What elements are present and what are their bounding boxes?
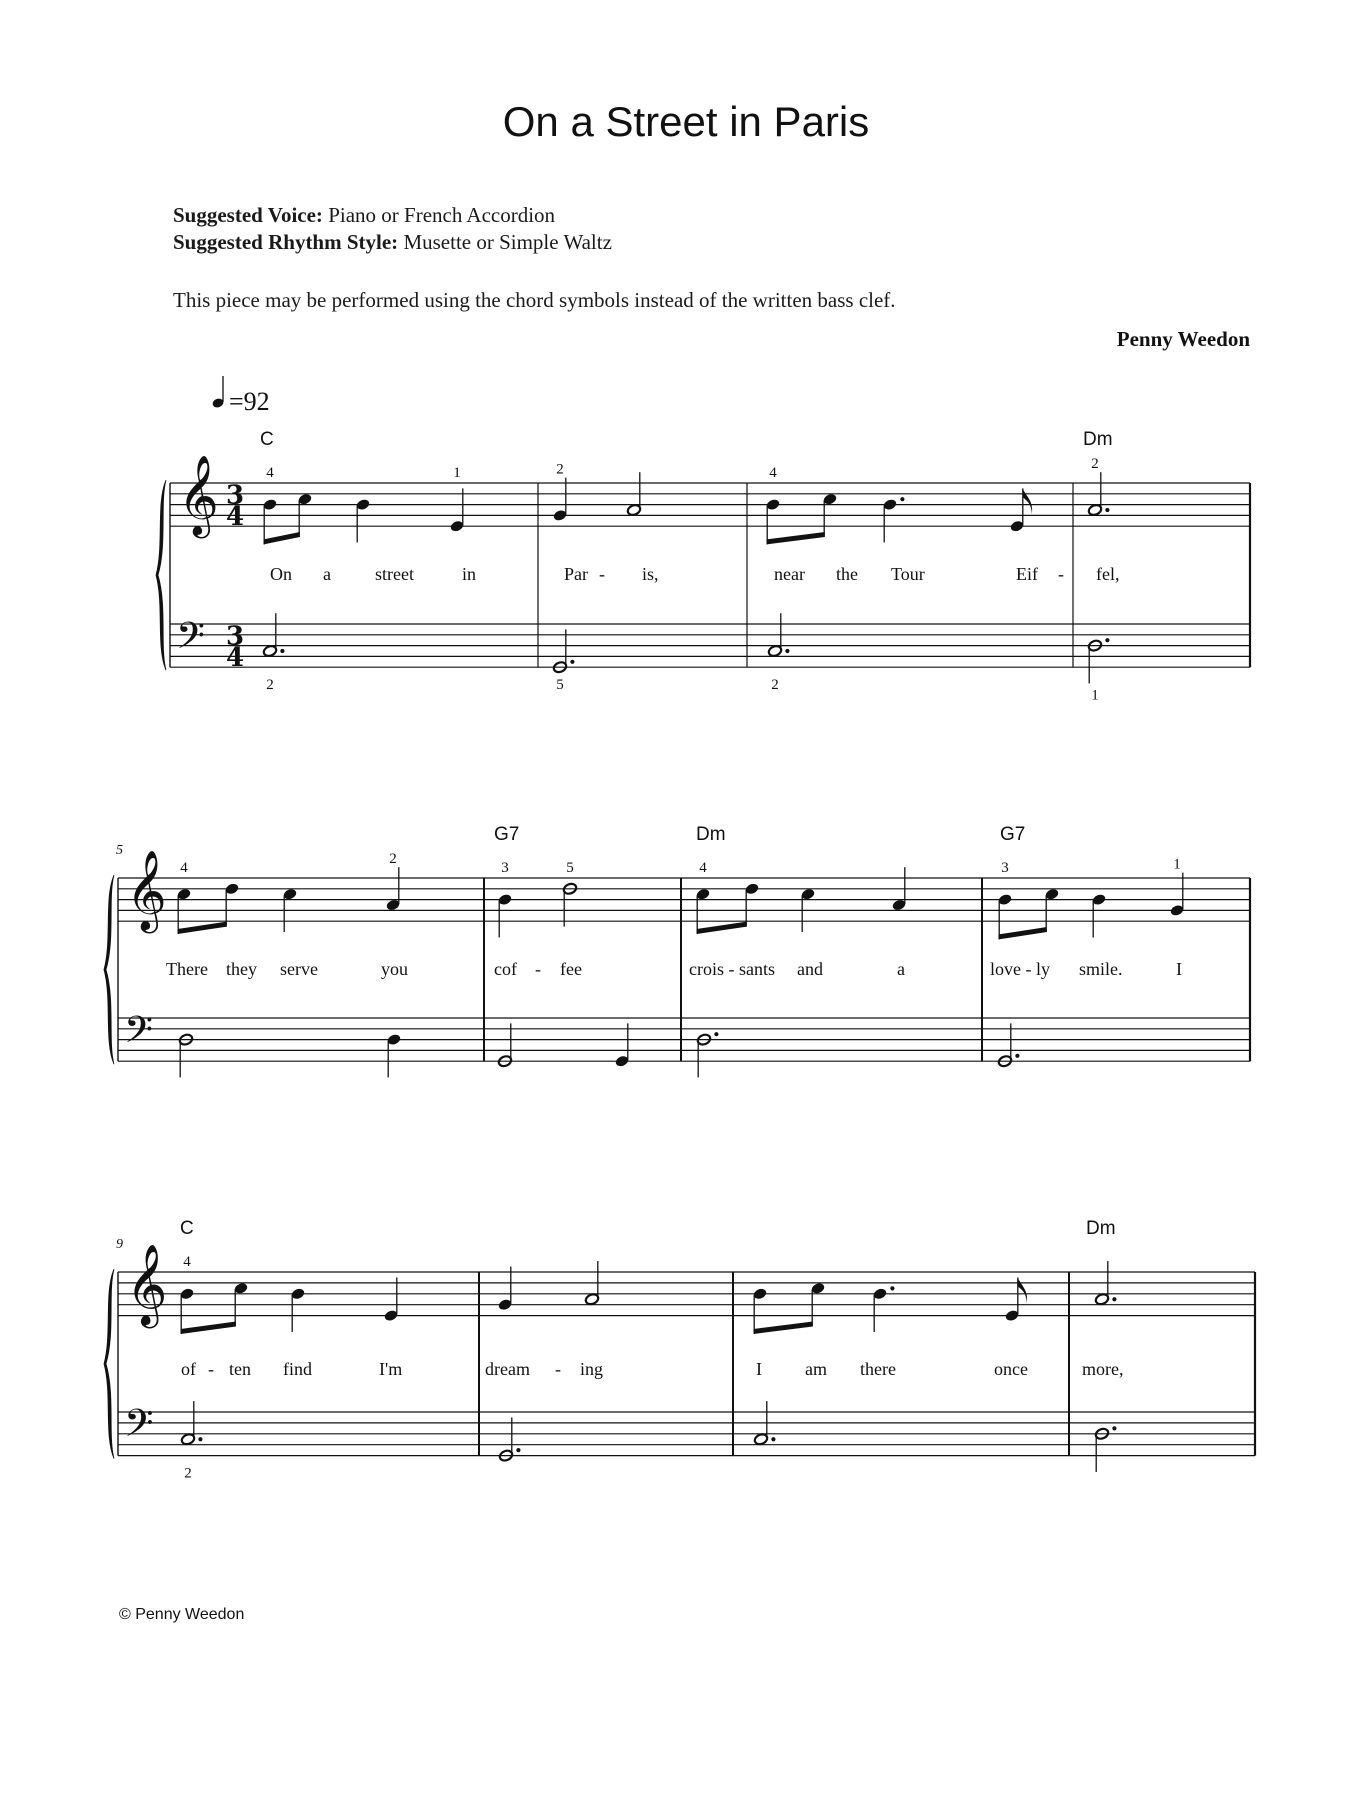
note <box>552 629 574 693</box>
note <box>765 465 780 511</box>
fingering: 2 <box>556 461 564 478</box>
augmentation-dot <box>1112 1297 1116 1301</box>
bass-clef-icon: 𝄢 <box>176 613 205 667</box>
treble-staff <box>118 1272 1255 1316</box>
lyric-syllable: - <box>1058 564 1064 584</box>
note <box>386 1033 401 1077</box>
note <box>1094 1426 1116 1472</box>
bass-clef-icon: 𝄢 <box>124 1400 154 1455</box>
lyric-syllable: Eif <box>1016 564 1038 584</box>
lyric-syllable: serve <box>280 959 318 979</box>
lyric-syllable: love - ly <box>990 959 1050 979</box>
treble-staff <box>118 878 1250 921</box>
svg-text:4: 4 <box>226 643 245 674</box>
note <box>262 465 277 511</box>
lyric-syllable: - <box>599 564 605 584</box>
note <box>882 497 904 542</box>
tempo-marking <box>211 376 269 416</box>
suggested-voice-value: Piano or French Accordion <box>328 203 556 227</box>
lyric-syllable: more, <box>1082 1359 1124 1379</box>
lyric-syllable: of <box>181 1359 196 1379</box>
lyric-syllable: in <box>462 564 477 584</box>
note <box>872 1286 894 1332</box>
staff-system <box>104 824 1250 1077</box>
fingering: 2 <box>184 1465 192 1482</box>
chord-symbol: C <box>260 429 274 450</box>
lyric-syllable: smile. <box>1079 959 1123 979</box>
augmentation-dot <box>516 1448 520 1452</box>
lyric-syllable: I'm <box>379 1359 403 1379</box>
staff-system <box>104 1218 1255 1482</box>
bass-clef-icon: 𝄢 <box>124 1007 153 1061</box>
bass-staff <box>118 1412 1255 1456</box>
chord-symbol: Dm <box>696 824 726 845</box>
chord-symbol: G7 <box>1000 824 1026 845</box>
fingering: 2 <box>771 677 779 694</box>
lyric-syllable: near <box>774 564 805 584</box>
note <box>176 860 191 901</box>
brace-icon <box>104 875 114 1064</box>
lyric-syllable: is, <box>642 564 659 584</box>
note <box>449 465 464 533</box>
lyric-syllable: - <box>208 1359 214 1379</box>
augmentation-dot <box>198 1437 202 1441</box>
note <box>695 860 710 901</box>
note <box>282 888 297 932</box>
lyric-syllable: ing <box>580 1359 604 1379</box>
note <box>497 1267 512 1312</box>
chord-symbol: G7 <box>494 824 520 845</box>
augmentation-dot <box>1105 508 1109 512</box>
lyric-syllable: they <box>226 959 257 979</box>
lyric-syllable: fel, <box>1096 564 1120 584</box>
note <box>1087 638 1109 703</box>
note <box>997 860 1012 906</box>
lyric-syllable: dream <box>485 1359 530 1379</box>
fingering: 5 <box>566 860 574 876</box>
beam <box>181 1322 236 1334</box>
measure-number: 9 <box>116 1237 123 1252</box>
lyric-syllable: am <box>805 1359 827 1379</box>
beam <box>754 1322 813 1334</box>
fingering: 4 <box>180 860 188 876</box>
fingering: 2 <box>389 851 397 868</box>
note <box>584 1261 599 1306</box>
performance-note: This piece may be performed using the chord symbols instead of the written bass clef. <box>173 288 896 312</box>
lyric-syllable: cof <box>494 959 517 979</box>
note <box>385 851 400 911</box>
suggested-rhythm-label: Suggested Rhythm Style: <box>173 230 399 254</box>
fingering: 3 <box>501 860 509 876</box>
fingering: 5 <box>556 677 564 694</box>
note <box>696 1032 718 1077</box>
bass-staff <box>118 1018 1250 1061</box>
time-signature <box>226 481 244 533</box>
measure-number: 5 <box>116 843 123 858</box>
lyric-syllable: I <box>756 1359 762 1379</box>
lyric-syllable: the <box>836 564 858 584</box>
chord-symbol: Dm <box>1086 1218 1116 1239</box>
lyric-syllable: street <box>375 564 414 584</box>
fingering: 2 <box>266 677 274 694</box>
svg-text:3: 3 <box>226 480 245 511</box>
svg-text:3: 3 <box>226 621 245 652</box>
tempo-value: =92 <box>229 387 270 416</box>
staff-system <box>156 429 1250 703</box>
augmentation-dot <box>1112 1426 1116 1430</box>
suggested-rhythm-value: Musette or Simple Waltz <box>403 230 612 254</box>
lyric-syllable: I <box>1176 959 1182 979</box>
chord-symbol: Dm <box>1083 429 1113 450</box>
note <box>1091 893 1106 937</box>
lyric-syllable: once <box>994 1359 1028 1379</box>
lyric-syllable: There <box>166 959 208 979</box>
augmentation-dot <box>771 1437 775 1441</box>
lyric-syllable: a <box>897 959 905 979</box>
lyric-syllable: - <box>555 1359 561 1379</box>
note <box>626 472 641 516</box>
augmentation-dot <box>1105 638 1109 642</box>
note <box>383 1277 398 1322</box>
fingering: 4 <box>699 860 707 876</box>
note <box>614 1023 629 1067</box>
fingering: 1 <box>1091 687 1099 704</box>
note <box>180 1401 202 1482</box>
beam <box>697 922 747 934</box>
copyright-footer: © Penny Weedon <box>119 1606 245 1623</box>
note <box>800 888 815 932</box>
lyric-syllable: you <box>381 959 408 979</box>
beam <box>178 922 227 934</box>
svg-text:4: 4 <box>226 502 245 533</box>
brace-icon <box>156 480 166 670</box>
lyric-syllable: Tour <box>891 564 925 584</box>
note <box>262 613 284 693</box>
augmentation-dot <box>890 1286 894 1290</box>
beam <box>264 532 300 544</box>
note <box>497 860 512 937</box>
treble-clef-icon: 𝄞 <box>126 850 167 931</box>
note <box>1094 1261 1116 1306</box>
note <box>1169 857 1184 917</box>
fingering: 4 <box>266 465 274 481</box>
augmentation-dot <box>785 649 789 653</box>
lyric-syllable: a <box>323 564 331 584</box>
note <box>753 1401 775 1446</box>
lyric-syllable: there <box>860 1359 896 1379</box>
note <box>355 498 370 542</box>
note <box>562 860 577 927</box>
fingering: 1 <box>1173 856 1181 873</box>
note <box>1087 456 1109 516</box>
augmentation-dot <box>280 649 284 653</box>
composer-name: Penny Weedon <box>1116 327 1250 351</box>
lyric-syllable: - <box>535 959 541 979</box>
lyric-syllable: crois - sants <box>689 959 775 979</box>
augmentation-dot <box>714 1032 718 1036</box>
fingering: 4 <box>769 465 777 481</box>
treble-clef-icon: 𝄞 <box>178 455 219 536</box>
lyric-syllable: On <box>270 564 292 584</box>
fingering: 3 <box>1001 860 1009 876</box>
note <box>290 1287 305 1332</box>
treble-staff <box>170 480 1250 526</box>
brace-icon <box>104 1269 114 1459</box>
fingering: 4 <box>183 1254 191 1270</box>
note <box>179 1254 194 1300</box>
beam <box>767 532 825 544</box>
lyric-syllable: find <box>283 1359 312 1379</box>
note <box>767 613 789 693</box>
lyric-syllable: fee <box>560 959 582 979</box>
lyric-syllable: Par <box>564 564 588 584</box>
song-title: On a Street in Paris <box>502 98 870 145</box>
fingering: 1 <box>453 465 461 481</box>
augmentation-dot <box>900 497 904 501</box>
augmentation-dot <box>1015 1054 1019 1058</box>
suggested-voice-label: Suggested Voice: <box>173 203 323 227</box>
chord-symbol: C <box>180 1218 194 1239</box>
beam <box>999 927 1047 939</box>
note <box>552 462 567 522</box>
lyric-syllable: ten <box>229 1359 251 1379</box>
lyric-syllable: and <box>797 959 823 979</box>
time-signature <box>226 622 244 674</box>
treble-clef-icon: 𝄞 <box>126 1242 168 1325</box>
fingering: 2 <box>1091 456 1099 473</box>
augmentation-dot <box>570 660 574 664</box>
note <box>891 867 906 911</box>
